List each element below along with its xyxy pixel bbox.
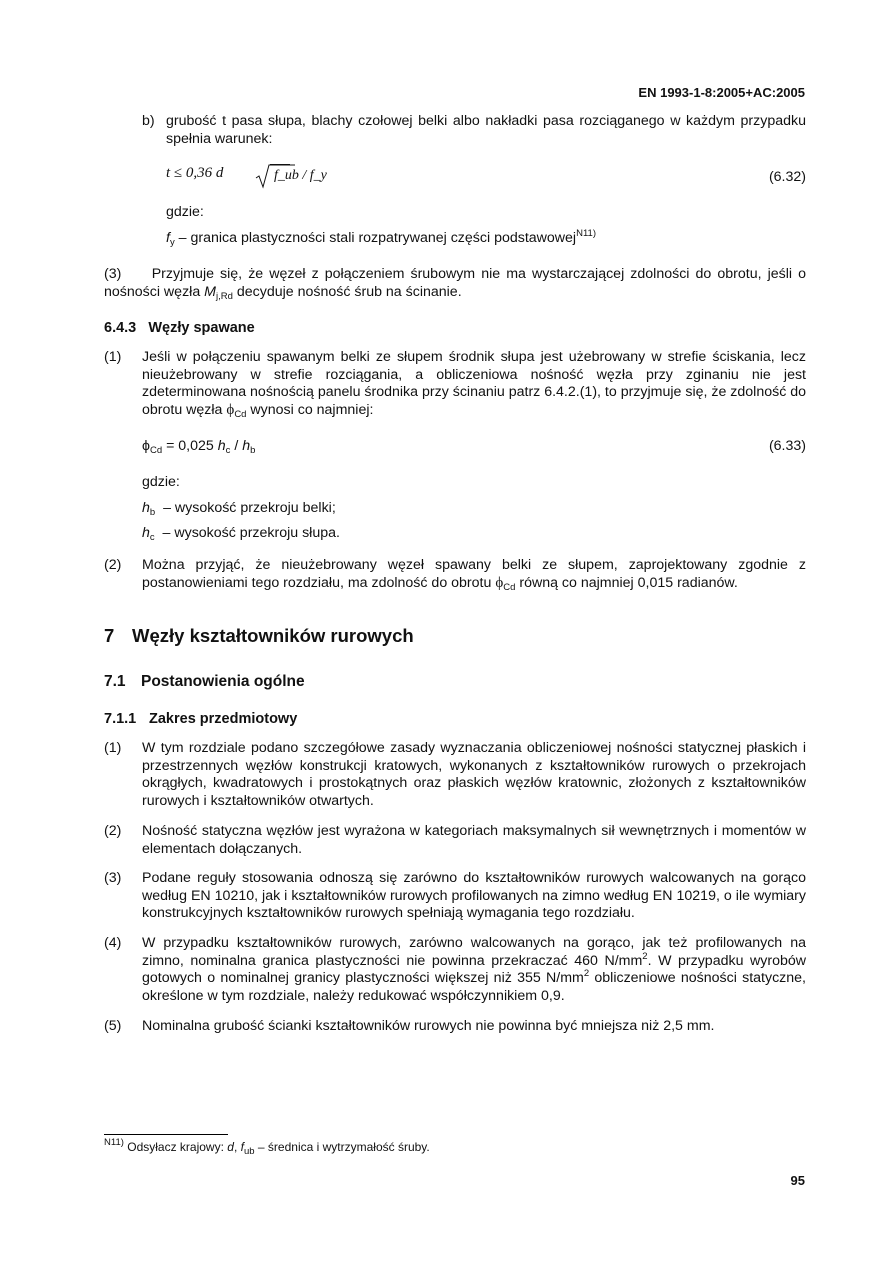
eq-number: (6.32) [768,169,806,185]
where-label: gdzie: [166,204,204,220]
scope-paragraph-4 [104,935,806,1005]
symbol-subscript: b [149,507,156,518]
paragraph-text-end: decyduje nośność śrub na ścinanie. [236,283,462,300]
definition-hc [142,525,340,543]
chapter-heading-7 [104,627,414,645]
paragraph-number: (3) [104,870,122,886]
symbol-subscript: Cd [234,408,247,420]
eq-hb-sub: b [250,445,256,456]
superscript: 2 [642,950,648,962]
paragraph-text: Podane reguły stosowania odnoszą się zarówno do kształtowników rurowych walcowanych na gorąco według EN 10210, jak i kształtowników rurowych profilowanych na zimno według EN 10219, o ile wymiary konstrukcyjnych kształtowników rurowych spełniają wymagania tego rozdziału. [142,870,806,921]
eq-lhs: t ≤ 0,36 d [166,165,224,181]
paragraph-text-mid: . W przypadku wyrobów gotowych o nominalnej granicy plastyczności większej niż 355 N/mm [142,952,806,986]
paragraph-number: (2) [104,823,122,839]
welded-paragraph-1 [104,349,806,419]
paragraph-number: (5) [104,1018,122,1034]
section-number: 7.1 [104,673,126,690]
footnote-text: Odsyłacz krajowy: [127,1140,224,1154]
paragraph-text: Nominalna grubość ścianki kształtowników rurowych nie powinna być mniejsza niż 2,5 mm. [142,1018,715,1034]
symbol-subscript: c [149,532,155,543]
section-title: Postanowienia ogólne [141,673,305,690]
phi-symbol: ϕ [226,401,235,418]
paragraph-text-end: równą co najmniej 0,015 radianów. [519,574,738,591]
paragraph-text: Nośność statyczna węzłów jest wyrażona w kategoriach maksymalnych sił wewnętrznych i momentów w elementach dołączanych. [142,823,806,857]
scope-paragraph-5 [104,1018,806,1036]
paragraph-3 [104,266,806,301]
eq-value: = 0,025 [166,438,214,454]
eq-hc-sub: c [225,445,231,456]
section-heading-7-1 [104,673,305,691]
symbol: h [142,500,150,516]
document-header: EN 1993-1-8:2005+AC:2005 [638,85,805,100]
paragraph-text: Jeśli w połączeniu spawanym belki ze słupem środnik słupa jest użebrowany w strefie ściskania, lecz nieużebrowany w strefie rozciągania, a obliczeniowa nośność węzła przy zginaniu nie jest zdeterminowana nośnością panelu środnika przy ścinaniu patrz 6.4.2.(1), to przyjmuje się, że zdolność do obrotu węzła [142,349,807,418]
welded-paragraph-2 [104,557,806,592]
eq-radicand: f_ub / f_y [274,168,327,183]
footnote [104,1137,430,1157]
paragraph-text-end: wynosi co najmniej: [250,401,374,418]
paragraph-number: (3) [104,266,122,282]
section-title: Węzły kształtowników rurowych [132,625,414,646]
item-b [104,113,806,148]
eq-slash: / [234,438,239,454]
section-heading-6-4-3 [104,320,255,338]
scope-paragraph-3 [104,870,806,923]
eq-hb: h [242,438,251,454]
eq-phi-sub: Cd [149,445,163,456]
section-heading-7-1-1 [104,711,297,729]
paragraph-number: (1) [104,740,122,756]
superscript: 2 [583,968,590,979]
paragraph-text: Przyjmuje się, że węzeł z połączeniem śrubowym nie ma wystarczającej zdolności do obrotu, jeśli o nośności węzła [104,266,806,300]
section-number: 6.4.3 [104,320,137,336]
item-b-text: grubość t pasa słupa, blachy czołowej belki albo nakładki pasa rozciąganego w każdym przypadku spełnia warunek: [166,113,806,147]
paragraph-text: W przypadku kształtowników rurowych, zarówno walcowanych na gorąco, jak też profilowanych na zimno, nominalna granica plastyczności nie powinna przekraczać 460 N/mm [142,935,806,969]
section-number: 7 [104,625,115,646]
paragraph-number: (2) [104,557,122,573]
footnote-separator [104,1134,228,1135]
equation-6-32 [142,163,806,191]
section-number: 7.1.1 [104,711,137,727]
phi-symbol: ϕ [495,574,504,591]
equation-6-33 [142,438,806,456]
definition-hb [142,500,336,518]
definition-fy [166,230,596,248]
paragraph-text: Można przyjąć, że nieużebrowany węzeł spawany belki ze słupem, zaprojektowany zgodnie z postanowieniami tego rozdziału, ma zdolność do obrotu [142,557,806,591]
footnote-text-end: – średnica i wytrzymałość śruby. [257,1140,430,1154]
note-reference: N11) [576,228,596,239]
symbol-subscript: j,Rd [216,290,233,302]
footnote-f-sub: ub [244,1146,255,1157]
paragraph-number: (4) [104,935,122,951]
footnote-mark: N11) [104,1137,124,1148]
item-label: b) [142,113,155,129]
where-label: gdzie: [142,474,180,490]
symbol: f [166,230,170,246]
section-title: Zakres przedmiotowy [149,711,298,727]
definition-text: – granica plastyczności stali rozpatrywanej części podstawowej [178,230,577,246]
paragraph-text-end: obliczeniowe nośności statyczne, określone w tym rozdziale, należy redukować współczynnikiem 0,9. [142,970,806,1004]
scope-paragraph-2 [104,823,806,858]
eq-hc: h [217,438,226,454]
definition-text: – wysokość przekroju belki; [163,500,336,516]
footnote-f: f [240,1140,244,1154]
symbol-subscript: y [169,237,175,248]
eq-number: (6.33) [768,438,806,454]
footnote-sep: , [233,1140,238,1154]
symbol: M [204,283,216,300]
page-number: 95 [790,1173,805,1188]
footnote-d: d [227,1140,234,1154]
symbol-subscript: Cd [503,581,516,593]
definition-text: – wysokość przekroju słupa. [162,525,340,541]
section-title: Węzły spawane [148,320,255,336]
paragraph-number: (1) [104,349,122,365]
scope-paragraph-1 [104,740,806,810]
symbol: h [142,525,150,541]
paragraph-text: W tym rozdziale podano szczegółowe zasady wyznaczania obliczeniowej nośności statycznej płaskich i przestrzennych węzłów konstrukcji kratowych, wykonanych z kształtowników rurowych o przekrojach okrągłych, kwadratowych i prostokątnych oraz płaskich węzłów kratownic, złożonych z kształtowników rurowych i kształtowników otwartych. [142,740,806,809]
eq-phi: ϕ [142,438,150,454]
